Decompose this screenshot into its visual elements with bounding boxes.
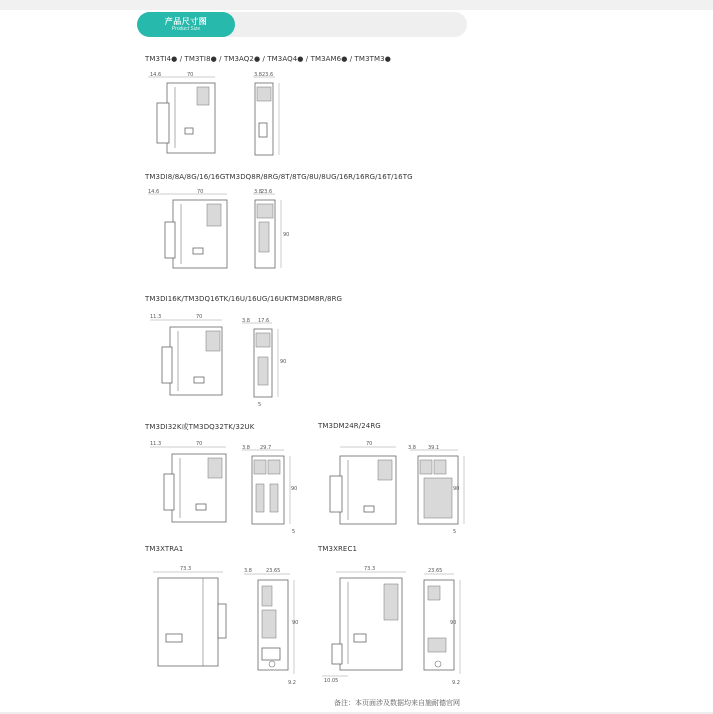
drawing-3 <box>150 313 290 408</box>
dim-bottom-3: 5 <box>258 402 262 408</box>
dim-side-a-4: 3.8 <box>242 445 250 451</box>
dim-side-a-6: 3.8 <box>244 568 252 574</box>
section-title-3: TM3DI16K/TM3DQ16TK/16U/16UG/16UKTM3DM8R/8RG <box>145 295 343 303</box>
section-title-1: TM3TI4● / TM3TI8● / TM3AQ2● / TM3AQ4● / TM3AM6● / TM3TM3● <box>145 55 391 63</box>
dim-left-4: 11.3 <box>150 441 162 447</box>
dim-side-a-2: 3.8 <box>254 189 262 195</box>
dim-left-3: 11.3 <box>150 314 162 320</box>
dim-height-4: 90 <box>291 486 298 492</box>
section-title-4: TM3DI32K或TM3DQ32TK/32UK <box>145 423 255 431</box>
section-title-7: TM3XREC1 <box>318 545 357 553</box>
dim-side-b-1: 23.6 <box>262 72 274 78</box>
dim-height-5: 90 <box>453 486 460 492</box>
dim-bottom-4: 5 <box>292 529 296 535</box>
section-header-title: 产品尺寸图 <box>164 17 208 26</box>
drawing-6 <box>148 564 298 689</box>
dim-side-a-5: 3.8 <box>408 445 416 451</box>
footnote: 备注：本页面涉及数据均来自施耐德官网 <box>334 700 460 707</box>
dim-width-3: 70 <box>196 314 203 320</box>
dim-width-4: 70 <box>196 441 203 447</box>
dim-height-7: 90 <box>450 620 457 626</box>
dim-side-b-6: 23.65 <box>266 568 281 574</box>
dim-extra-7: 10.05 <box>324 678 339 684</box>
section-title-2: TM3DI8/8A/8G/16/16GTM3DQ8R/8RG/8T/8TG/8U/8UG/16R/16RG/16T/16TG <box>145 173 413 181</box>
dim-bottom-6: 9.2 <box>288 680 296 686</box>
section-title-6: TM3XTRA1 <box>145 545 184 553</box>
dim-left-2: 14.6 <box>148 189 160 195</box>
drawing-1 <box>145 73 285 163</box>
dim-left-1: 14.6 <box>150 72 162 78</box>
drawing-7 <box>318 564 468 689</box>
drawing-4 <box>150 440 298 535</box>
section-header-subtitle: Product Size <box>171 26 201 32</box>
dim-height-6: 90 <box>292 620 299 626</box>
dim-bottom-5: 5 <box>453 529 457 535</box>
dim-width-2: 70 <box>197 189 204 195</box>
dim-side-b-7: 23.65 <box>428 568 443 574</box>
dim-side-b-5: 39.1 <box>428 445 440 451</box>
dim-side-a-1: 3.8 <box>254 72 262 78</box>
section-title-5: TM3DM24R/24RG <box>318 422 381 430</box>
section-header-pill <box>137 12 235 37</box>
dim-width-5: 70 <box>366 441 373 447</box>
dim-width-7: 73.3 <box>364 566 376 572</box>
top-bar <box>0 0 713 10</box>
drawing-2 <box>145 188 290 278</box>
dim-bottom-7: 9.2 <box>452 680 460 686</box>
dim-height-3: 90 <box>280 359 287 365</box>
dim-side-b-2: 23.6 <box>261 189 273 195</box>
drawing-5 <box>318 440 468 535</box>
dim-side-a-3: 3.8 <box>242 318 250 324</box>
dim-side-b-4: 29.7 <box>260 445 272 451</box>
dim-height-2: 90 <box>283 232 290 238</box>
dim-width-1: 70 <box>187 72 194 78</box>
dim-side-b-3: 17.6 <box>258 318 270 324</box>
dim-width-6: 73.3 <box>180 566 192 572</box>
